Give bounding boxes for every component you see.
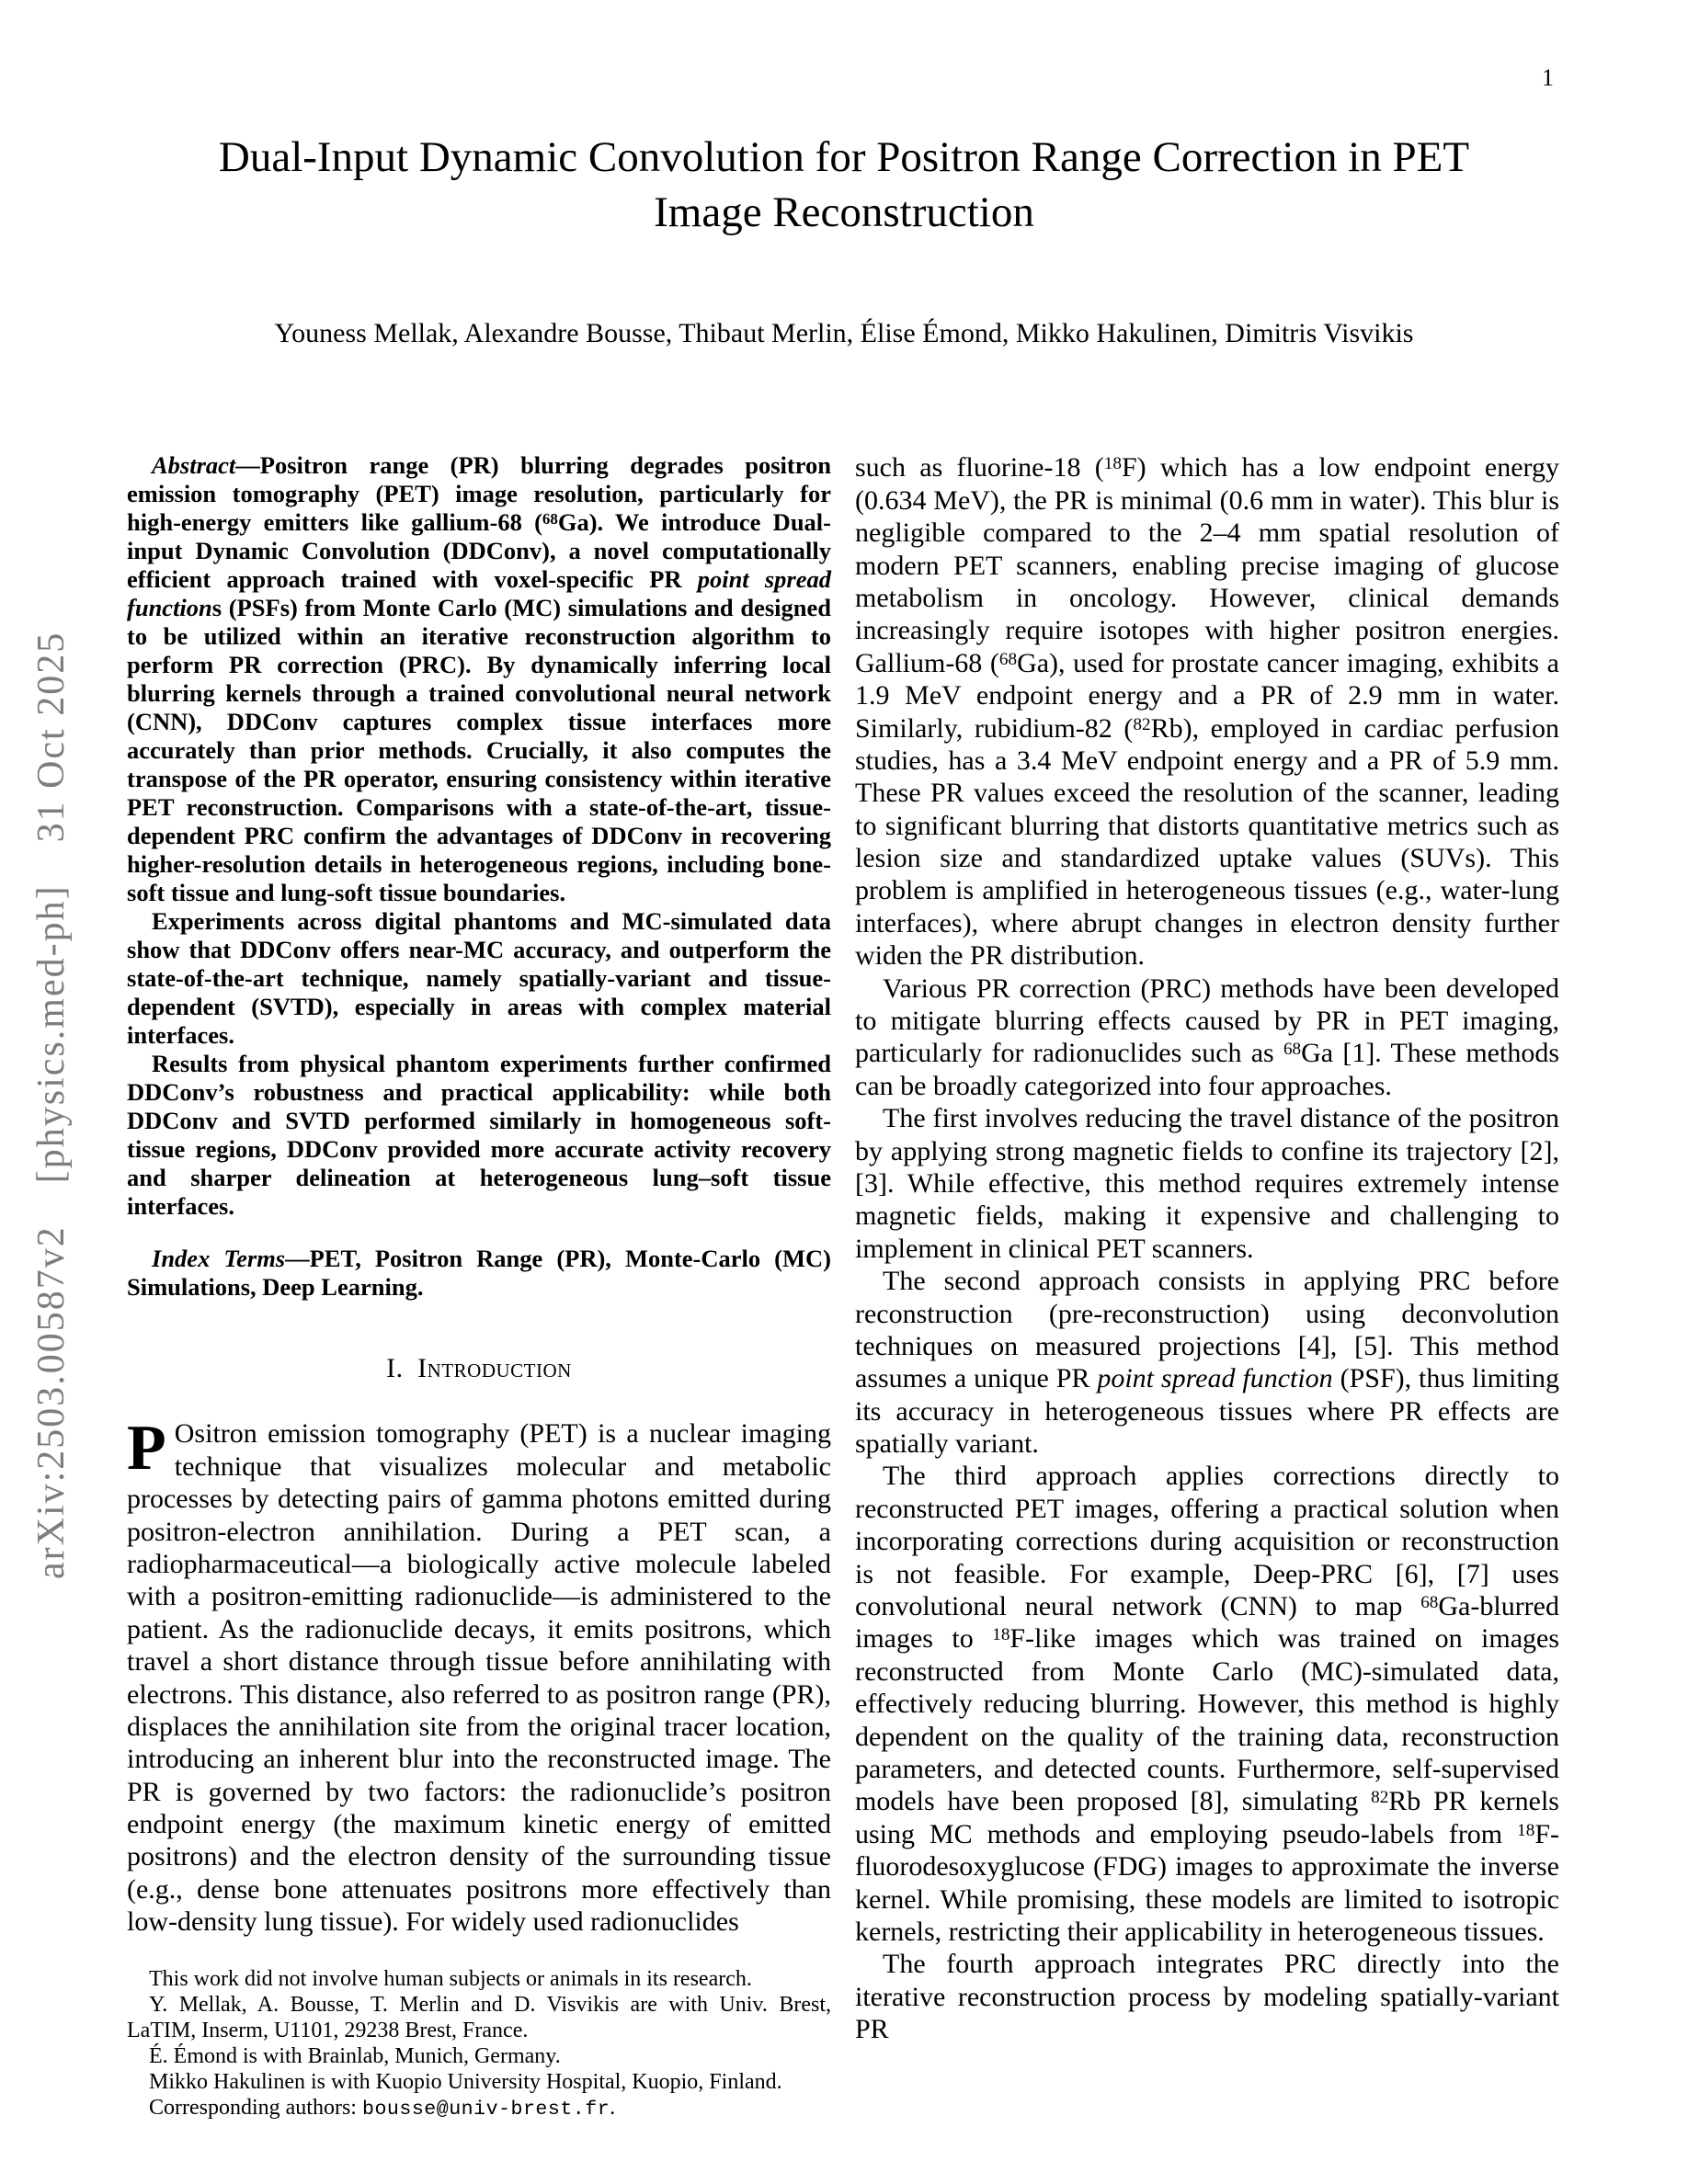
paragraph [127, 451, 831, 907]
text-run: F-fluorodesoxyglucose (FDG) images to approximate the inverse kernel. While promising, these models are limited to isotropic kernels, restricting their applicability in heterogeneous tissues. [855, 1818, 1559, 1947]
text-run: Mikko Hakulinen is with Kuopio University Hospital, Kuopio, Finland. [149, 2069, 782, 2094]
text-run: Ga), used for prostate cancer imaging, exhibits a 1.9 MeV endpoint energy and a PR of 2.9 mm in water. Similarly, rubidium-82 ( [855, 647, 1559, 744]
text-run: Results from physical phantom experiments further confirmed DDConv’s robustness and practical applicability: while both DDConv and SVTD performed similarly in homogeneous soft-tissue regions, DDConv provided more accurate activity recovery and sharper delineation at heterogeneous lung–soft tissue interfaces. [127, 1050, 831, 1221]
text-run: s (PSFs) from Monte Carlo (MC) simulations and designed to be utilized within an iterative reconstruction algorithm to perform PR correction (PRC). By dynamically inferring local blurring kernels through a trained convolutional neural network (CNN), DDConv captures complex tissue interfaces more accurately than prior methods. Crucially, it also computes the transpose of the PR operator, ensuring consistency within iterative PET reconstruction. Comparisons with a state-of-the-art, tissue-dependent PRC confirm the advantages of DDConv in recovering higher-resolution details in heterogeneous regions, including bone-soft tissue and lung-soft tissue boundaries. [127, 594, 831, 907]
paragraph [855, 1102, 1559, 1265]
text-run: This work did not involve human subjects or animals in its research. [149, 1966, 752, 1991]
text-run: —PET, Positron Range (PR), Monte-Carlo (MC) Simulations, Deep Learning. [127, 1245, 831, 1302]
two-column-body [0, 350, 1688, 2121]
text-run: 68 [542, 510, 558, 529]
text-run: 18 [1103, 454, 1122, 474]
text-run: Corresponding authors: [149, 2096, 362, 2121]
text-run: É. Émond is with Brainlab, Munich, Germany. [149, 2043, 561, 2068]
text-run: . [610, 2096, 616, 2121]
text-run: —Positron range (PR) blurring degrades positron emission tomography (PET) image resolution, particularly for high-energy emitters like gallium-68 ( [127, 451, 831, 537]
text-run: 82 [1371, 1788, 1389, 1808]
footnotes-block [127, 1966, 831, 2122]
arxiv-watermark: arXiv:2503.00587v2 [physics.med-ph] 31 Oct 2025 [30, 631, 73, 1580]
paragraph [127, 907, 831, 1050]
text-run: The second approach consists in applying PRC before reconstruction (pre-reconstruction) using deconvolution techniques on measured projections [4], [5]. This method assumes a unique PR [855, 1266, 1559, 1394]
paper-title: Dual-Input Dynamic Convolution for Positron Range Correction in PET Image Reconstruction [218, 133, 1470, 236]
right-column [855, 451, 1559, 2121]
text-run: 68 [1283, 1040, 1302, 1060]
text-run: F) which has a low endpoint energy (0.634 MeV), the PR is minimal (0.6 mm in water). This blur is negligible compared to the 2–4 mm spatial resolution of modern PET scanners, enabling precise imaging of glucose metabolism in oncology. However, clinical demands increasingly require isotopes with higher positron energies. Gallium-68 ( [855, 452, 1559, 678]
text-run: 18 [992, 1625, 1010, 1645]
text-run: Ga [1]. These methods can be broadly categorized into four approaches. [855, 1038, 1559, 1101]
text-run: point spread function [1097, 1363, 1333, 1394]
text-run: The fourth approach integrates PRC directly into the iterative reconstruction process by modeling spatially-variant PR [855, 1949, 1559, 2045]
text-run: Various PR correction (PRC) methods have been developed to mitigate blurring effects caused by PR in PET imaging, particularly for radionuclides such as [855, 973, 1559, 1069]
text-run: F-like images which was trained on images reconstructed from Monte Carlo (MC)-simulated data, effectively reducing blurring. However, this method is highly dependent on the quality of the training data, reconstruction parameters, and detected counts. Furthermore, self-supervised models have been proposed [8], simulating [855, 1623, 1559, 1817]
paragraph [127, 2095, 831, 2121]
text-run: 68 [998, 649, 1018, 669]
text-run: point spread function [127, 565, 831, 622]
text-run: The first involves reducing the travel distance of the positron by applying strong magnetic fields to confine its trajectory [2], [3]. While effective, this method requires extremely intense magnetic fields, making it expensive and challenging to implement in clinical PET scanners. [855, 1103, 1559, 1264]
intro-first-paragraph [127, 1413, 831, 1938]
page-number: 1 [1542, 64, 1554, 91]
text-run: Ga). We introduce Dual-input Dynamic Convolution (DDConv), a novel computationally efficient approach trained with voxel-specific PR [127, 508, 831, 594]
abstract-section [127, 451, 831, 1221]
paragraph [855, 1265, 1559, 1460]
text-run: 18 [1517, 1820, 1535, 1840]
text-run: The third approach applies corrections directly to reconstructed PET images, offering a practical solution when incorporating corrections during acquisition or reconstruction is not feasible. For example, Deep-PRC [6], [7] uses convolutional neural network (CNN) to map [855, 1461, 1559, 1622]
paragraph [855, 973, 1559, 1103]
paragraph [855, 451, 1559, 972]
text-run: Abstract [152, 451, 236, 480]
text-run: such as fluorine-18 ( [855, 452, 1104, 483]
authors-line: Youness Mellak, Alexandre Bousse, Thibaut Merlin, Élise Émond, Mikko Hakulinen, Dimitris Visvikis [274, 318, 1414, 349]
section-heading-introduction: I. Introduction [386, 1353, 572, 1384]
paragraph [127, 1966, 831, 1992]
paragraph [855, 1460, 1559, 1948]
text-run: (PSF), thus limiting its accuracy in heterogeneous tissues where PR effects are spatially variant. [855, 1363, 1559, 1460]
paragraph [127, 1992, 831, 2043]
email-text: bousse@univ-brest.fr [361, 2099, 610, 2121]
text-run: Rb), employed in cardiac perfusion studies, has a 3.4 MeV endpoint energy and a PR of 5.9 mm. These PR values exceed the resolution of the scanner, leading to significant blurring that distorts quantitative metrics such as lesion size and standardized uptake values (SUVs). This problem is amplified in heterogeneous tissues (e.g., water-lung interfaces), where abrupt changes in electron density further widen the PR distribution. [855, 712, 1559, 972]
text-run: Ga-blurred images to [855, 1591, 1559, 1655]
text-run: 82 [1133, 714, 1151, 734]
text-run: 68 [1420, 1592, 1439, 1612]
paragraph [855, 1948, 1559, 2045]
dropcap-letter: P [127, 1413, 166, 1484]
text-run: Experiments across digital phantoms and MC-simulated data show that DDConv offers near-MC accuracy, and outperform the state-of-the-art technique, namely spatially-variant and tissue-dependent (SVTD), especially in areas with complex material interfaces. [127, 907, 831, 1050]
index-terms [127, 1245, 831, 1302]
text-run: Rb PR kernels using MC methods and employing pseudo-labels from [855, 1786, 1559, 1849]
paragraph [127, 2069, 831, 2095]
left-column [127, 451, 831, 2121]
intro-paragraph-text: Ositron emission tomography (PET) is a nuclear imaging technique that visualizes molecular and metabolic processes by detecting pairs of gamma photons emitted during positron-electron annihilation. During a PET scan, a radiopharmaceutical—a biologically active molecule labeled with a positron-emitting radionuclide—is administered to the patient. As the radionuclide decays, it emits positrons, which travel a short distance through tissue before annihilating with electrons. This distance, also referred to as positron range (PR), displaces the annihilation site from the original tracer location, introducing an inherent blur into the reconstructed image. The PR is governed by two factors: the radionuclide’s positron endpoint energy (the maximum kinetic energy of emitted positrons) and the electron density of the surrounding tissue (e.g., dense bone attenuates positrons more effectively than low-density lung tissue). For widely used radionuclides [127, 1418, 831, 1938]
text-run: Index Terms [152, 1245, 286, 1273]
text-run: Y. Mellak, A. Bousse, T. Merlin and D. Visvikis are with Univ. Brest, LaTIM, Inserm, U1101, 29238 Brest, France. [127, 1992, 831, 2042]
paragraph [127, 2043, 831, 2069]
paragraph [127, 1050, 831, 1221]
